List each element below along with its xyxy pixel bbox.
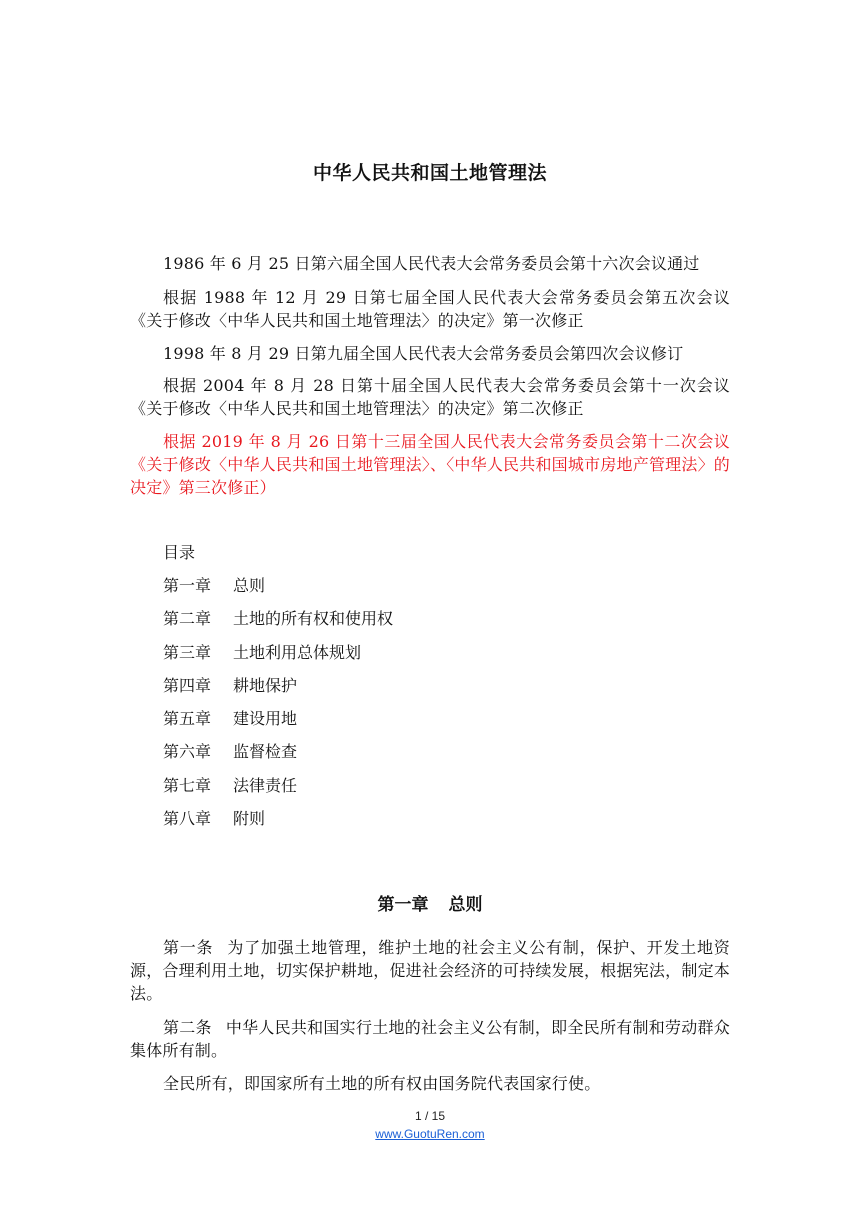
toc-item-title: 附则 (233, 809, 266, 828)
toc-item-number: 第二章 (163, 609, 212, 628)
toc-item-number: 第五章 (163, 709, 212, 728)
toc-item-title: 耕地保护 (233, 676, 298, 695)
article-label: 第二条 (163, 1018, 212, 1037)
toc-item-6[interactable] (163, 741, 297, 763)
toc-item-title: 总则 (233, 576, 266, 595)
page-number: 1 / 15 (414, 1109, 446, 1123)
toc-item-1[interactable] (163, 575, 265, 597)
chapter-heading (0, 890, 860, 915)
toc-item-number: 第一章 (163, 576, 212, 595)
chapter-number: 第一章 (377, 895, 429, 915)
toc-item-5[interactable] (163, 708, 297, 730)
history-paragraph: 根据 2004 年 8 月 28 日第十届全国人民代表大会常务委员会第十一次会议《关于修改〈中华人民共和国土地管理法〉的决定》第二次修正 (130, 376, 730, 418)
site-link[interactable]: www.GuotuRen.com (375, 1127, 485, 1141)
toc-item-title: 法律责任 (233, 776, 298, 795)
toc-item-title: 土地的所有权和使用权 (233, 609, 394, 628)
document-title: 中华人民共和国土地管理法 (312, 162, 547, 184)
chapter-title: 总则 (448, 895, 483, 915)
article-text: 中华人民共和国实行土地的社会主义公有制，即全民所有制和劳动群众集体所有制。 (130, 1018, 731, 1060)
history-paragraph-amendment: 根据 2019 年 8 月 26 日第十三届全国人民代表大会常务委员会第十二次会议《关于修改〈中华人民共和国土地管理法〉、〈中华人民共和国城市房地产管理法〉的决定》第三次修正） (130, 432, 730, 497)
toc-item-title: 土地利用总体规划 (233, 643, 362, 662)
toc-item-title: 建设用地 (233, 709, 298, 728)
article-text: 全民所有，即国家所有土地的所有权由国务院代表国家行使。 (163, 1074, 601, 1093)
article-1 (130, 936, 730, 1005)
toc-item-2[interactable] (163, 608, 393, 630)
toc-item-8[interactable] (163, 808, 265, 830)
toc-item-number: 第三章 (163, 643, 212, 662)
toc-item-3[interactable] (163, 642, 361, 664)
toc-item-title: 监督检查 (233, 742, 298, 761)
toc-item-number: 第八章 (163, 809, 212, 828)
toc-item-4[interactable] (163, 675, 297, 697)
article-2-clause (130, 1072, 730, 1095)
toc-item-number: 第六章 (163, 742, 212, 761)
history-paragraph: 1986 年 6 月 25 日第六届全国人民代表大会常务委员会第十六次会议通过 (163, 254, 700, 273)
toc-item-number: 第七章 (163, 776, 212, 795)
toc-heading: 目录 (163, 543, 196, 562)
history-paragraph: 根据 1988 年 12 月 29 日第七届全国人民代表大会常务委员会第五次会议《关于修改〈中华人民共和国土地管理法〉的决定》第一次修正 (130, 288, 730, 330)
toc-item-7[interactable] (163, 775, 297, 797)
article-label: 第一条 (163, 938, 214, 957)
article-2 (130, 1016, 730, 1062)
article-text: 为了加强土地管理，维护土地的社会主义公有制，保护、开发土地资源，合理利用土地，切实保护耕地，促进社会经济的可持续发展，根据宪法，制定本法。 (130, 938, 730, 1003)
history-paragraph: 1998 年 8 月 29 日第九届全国人民代表大会常务委员会第四次会议修订 (163, 344, 684, 363)
toc-item-number: 第四章 (163, 676, 212, 695)
